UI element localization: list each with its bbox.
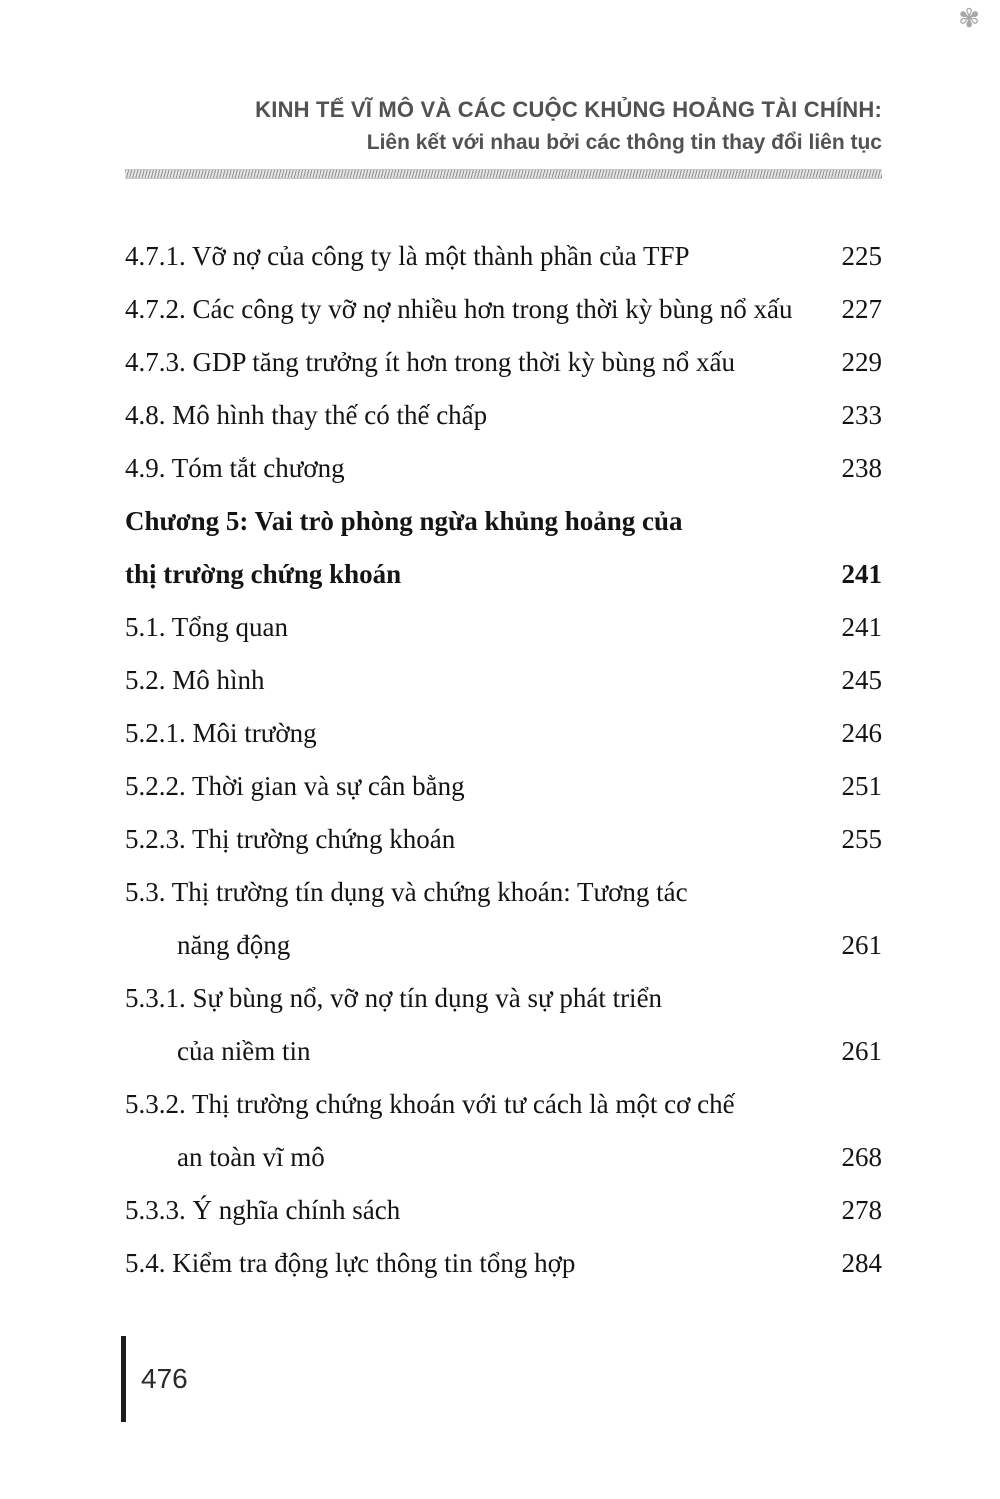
- toc-entry: [125, 1237, 882, 1290]
- toc-entry-page: 246: [841, 718, 882, 748]
- toc-entry-label: 4.7.1. Vỡ nợ của công ty là một thành phần của TFP: [125, 241, 690, 271]
- toc-entry-label: an toàn vĩ mô: [177, 1142, 325, 1172]
- toc-list: [125, 230, 882, 1290]
- toc-entry-page: 251: [841, 771, 882, 801]
- toc-entry-page: 278: [841, 1195, 882, 1225]
- toc-entry-label: 5.3. Thị trường tín dụng và chứng khoán: Tương tác: [125, 877, 688, 907]
- toc-entry: [125, 283, 882, 336]
- toc-entry: [125, 654, 882, 707]
- toc-entry-page: 245: [841, 665, 882, 695]
- toc-entry-line: [125, 1131, 882, 1184]
- toc-entry-label: 5.3.2. Thị trường chứng khoán với tư cách là một cơ chế: [125, 1089, 735, 1119]
- toc-entry-label: 5.2.1. Môi trường: [125, 718, 317, 748]
- toc-entry-page: 225: [841, 241, 882, 271]
- toc-entry-line: [125, 1078, 882, 1131]
- toc-entry: [125, 336, 882, 389]
- page-number: 476: [141, 1363, 188, 1394]
- toc-entry: [125, 866, 882, 972]
- toc-entry-page: 233: [841, 400, 882, 430]
- toc-entry-page: 261: [841, 1036, 882, 1066]
- toc-entry-line: [125, 336, 882, 389]
- toc-entry-page: 227: [841, 294, 882, 324]
- toc-entry: [125, 389, 882, 442]
- toc-entry-label: 4.7.3. GDP tăng trưởng ít hơn trong thời kỳ bùng nổ xấu: [125, 347, 735, 377]
- page-footer: [121, 1336, 188, 1422]
- toc-entry-line: [125, 548, 882, 601]
- toc-entry-label: 5.3.1. Sự bùng nổ, vỡ nợ tín dụng và sự phát triển: [125, 983, 663, 1013]
- toc-entry: [125, 760, 882, 813]
- toc-entry: [125, 813, 882, 866]
- page-header: [125, 96, 882, 156]
- book-title: KINH TẾ VĨ MÔ VÀ CÁC CUỘC KHỦNG HOẢNG TÀI CHÍNH:: [255, 97, 882, 122]
- toc-entry-line: [125, 601, 882, 654]
- toc-entry-label: thị trường chứng khoán: [125, 559, 402, 589]
- toc-entry-page: 255: [841, 824, 882, 854]
- toc-entry-page: 241: [841, 612, 882, 642]
- toc-entry-label: 4.8. Mô hình thay thế có thế chấp: [125, 400, 488, 430]
- toc-entry-line: [125, 866, 882, 919]
- toc-entry: [125, 230, 882, 283]
- toc-entry: [125, 1184, 882, 1237]
- toc-entry-label: 5.3.3. Ý nghĩa chính sách: [125, 1195, 401, 1225]
- toc-entry: [125, 1078, 882, 1184]
- toc-entry-page: 284: [841, 1248, 882, 1278]
- toc-entry: [125, 972, 882, 1078]
- toc-entry-label: Chương 5: Vai trò phòng ngừa khủng hoảng của: [125, 506, 683, 536]
- flower-ornament-icon: ✾: [958, 4, 980, 33]
- toc-entry-page: 268: [841, 1142, 882, 1172]
- toc-entry-page: 238: [841, 453, 882, 483]
- toc-entry: [125, 442, 882, 495]
- toc-entry-line: [125, 283, 882, 336]
- toc-entry-line: [125, 389, 882, 442]
- toc-entry-label: 5.1. Tổng quan: [125, 612, 288, 642]
- toc-entry-line: [125, 1025, 882, 1078]
- toc-entry-page: 229: [841, 347, 882, 377]
- hatched-divider: [125, 169, 882, 179]
- toc-entry-line: [125, 972, 882, 1025]
- toc-entry-line: [125, 919, 882, 972]
- toc-entry-page: 261: [841, 930, 882, 960]
- toc-entry-label: 5.2. Mô hình: [125, 665, 265, 695]
- toc-entry-page: 241: [841, 559, 882, 589]
- toc-entry: [125, 495, 882, 601]
- book-subtitle: Liên kết với nhau bởi các thông tin thay đổi liên tục: [366, 130, 882, 154]
- toc-entry-line: [125, 1184, 882, 1237]
- toc-entry-line: [125, 813, 882, 866]
- footer-bar: [121, 1336, 126, 1422]
- toc-entry-label: năng động: [177, 930, 291, 960]
- toc-entry-line: [125, 1237, 882, 1290]
- toc-entry-label: 5.4. Kiểm tra động lực thông tin tổng hợp: [125, 1248, 576, 1278]
- toc-entry-label: 4.7.2. Các công ty vỡ nợ nhiều hơn trong thời kỳ bùng nổ xấu: [125, 294, 793, 324]
- toc-entry: [125, 601, 882, 654]
- toc-entry-line: [125, 760, 882, 813]
- toc-entry-label: 4.9. Tóm tắt chương: [125, 453, 345, 483]
- toc-entry-line: [125, 495, 882, 548]
- toc-entry-line: [125, 230, 882, 283]
- toc-entry-line: [125, 707, 882, 760]
- toc-entry-label: của niềm tin: [177, 1036, 311, 1066]
- toc-entry-label: 5.2.3. Thị trường chứng khoán: [125, 824, 456, 854]
- toc-entry: [125, 707, 882, 760]
- toc-entry-line: [125, 442, 882, 495]
- toc-entry-line: [125, 654, 882, 707]
- toc-entry-label: 5.2.2. Thời gian và sự cân bằng: [125, 771, 465, 801]
